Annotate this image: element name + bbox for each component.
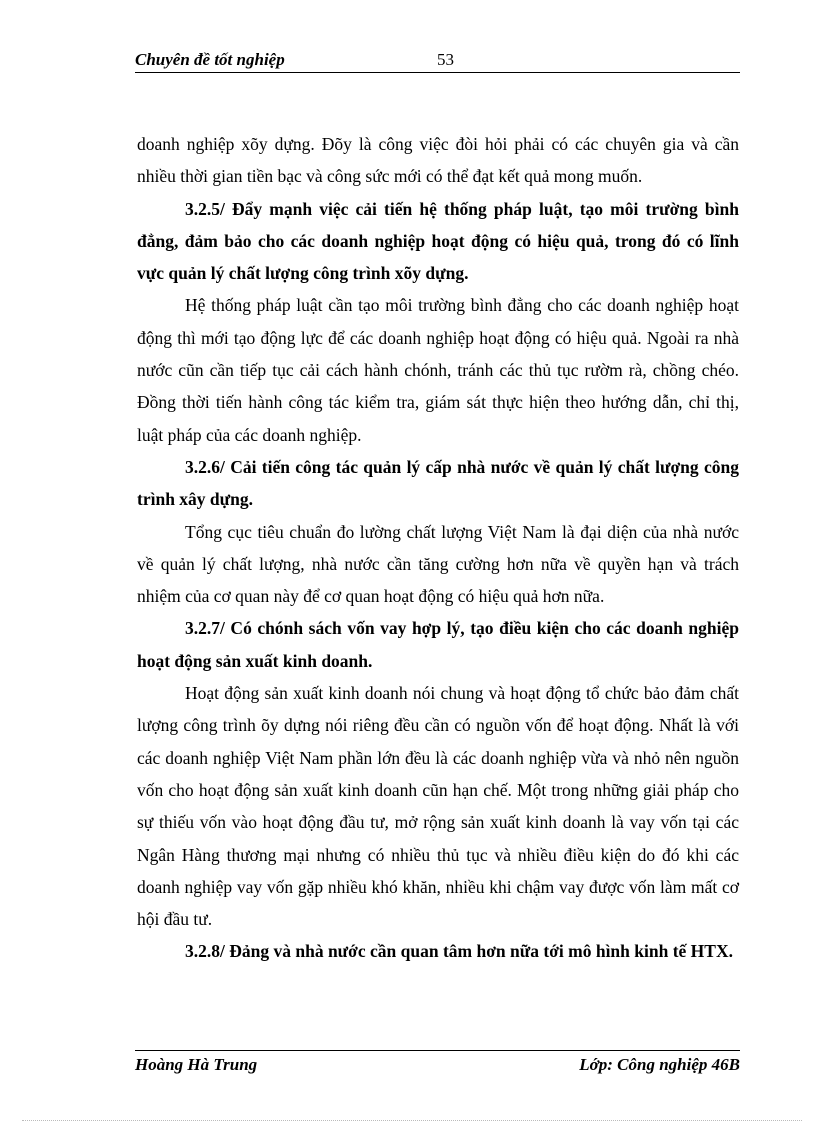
page-header: [135, 48, 740, 73]
paragraph-capital-loans: Hoạt động sản xuất kinh doanh nói chung và hoạt động tổ chức bảo đảm chất lượng công trình õy dựng nói riêng đều cần có nguồn vốn để hoạt động. Nhất là với các doanh nghiệp Việt Nam phần lớn đều là các doanh nghiệp vừa và nhỏ nên nguồn vốn cho hoạt động sản xuất kinh doanh cũn hạn chế. Một trong những giải pháp cho sự thiếu vốn vào hoạt động đầu tư, mở rộng sản xuất kinh doanh là vay vốn tại các Ngân Hàng thương mại nhưng có nhiều thủ tục và nhiều điều kiện do đó khi các doanh nghiệp vay vốn gặp nhiều khó khăn, nhiều khi chậm vay được vốn làm mất cơ hội đầu tư.: [137, 683, 739, 930]
page-number: 53: [437, 50, 454, 69]
author-name: Hoàng Hà Trung: [135, 1055, 258, 1074]
section-heading-3-2-8: 3.2.8/ Đảng và nhà nước cần quan tâm hơn nữa tới mô hình kinh tế HTX.: [185, 941, 733, 962]
paragraph-legal-system: Hệ thống pháp luật cần tạo môi trường bình đẳng cho các doanh nghiệp hoạt động thì mới tạo động lực để các doanh nghiệp hoạt động có hiệu quả. Ngoài ra nhà nước cũn cần tiếp tục cải cách hành chónh, tránh các thủ tục rườm rà, chồng chéo. Đồng thời tiến hành công tác kiểm tra, giám sát thực hiện theo hướng dẫn, chỉ thị, luật pháp của các doanh nghiệp.: [137, 295, 739, 445]
section-heading-3-2-5: 3.2.5/ Đẩy mạnh việc cải tiến hệ thống pháp luật, tạo môi trường bình đẳng, đảm bảo cho các doanh nghiệp hoạt động có hiệu quả, trong đó có lĩnh vực quản lý chất lượng công trình xõy dựng.: [137, 198, 739, 284]
page-footer: [135, 1050, 740, 1081]
paragraph-continuation: doanh nghiệp xõy dựng. Đõy là công việc đòi hỏi phải có các chuyên gia và cần nhiều thời gian tiền bạc và công sức mới có thể đạt kết quả mong muốn.: [137, 134, 739, 187]
class-label: Lớp: Công nghiệp 46B: [579, 1055, 740, 1074]
paragraph-standards-agency: Tổng cục tiêu chuẩn đo lường chất lượng Việt Nam là đại diện của nhà nước về quản lý chất lượng, nhà nước cần tăng cường hơn nữa về quyền hạn và trách nhiệm của cơ quan này để cơ quan hoạt động có hiệu quả hơn nữa.: [137, 521, 739, 607]
page-edge-divider: [22, 1120, 802, 1121]
document-title: Chuyên đề tốt nghiệp: [135, 50, 285, 69]
section-heading-3-2-7: 3.2.7/ Có chónh sách vốn vay hợp lý, tạo điều kiện cho các doanh nghiệp hoạt động sản xuất kinh doanh.: [137, 618, 739, 671]
document-body: [137, 128, 739, 968]
section-heading-3-2-6: 3.2.6/ Cải tiến công tác quản lý cấp nhà nước về quản lý chất lượng công trình xây dựng.: [137, 456, 739, 510]
